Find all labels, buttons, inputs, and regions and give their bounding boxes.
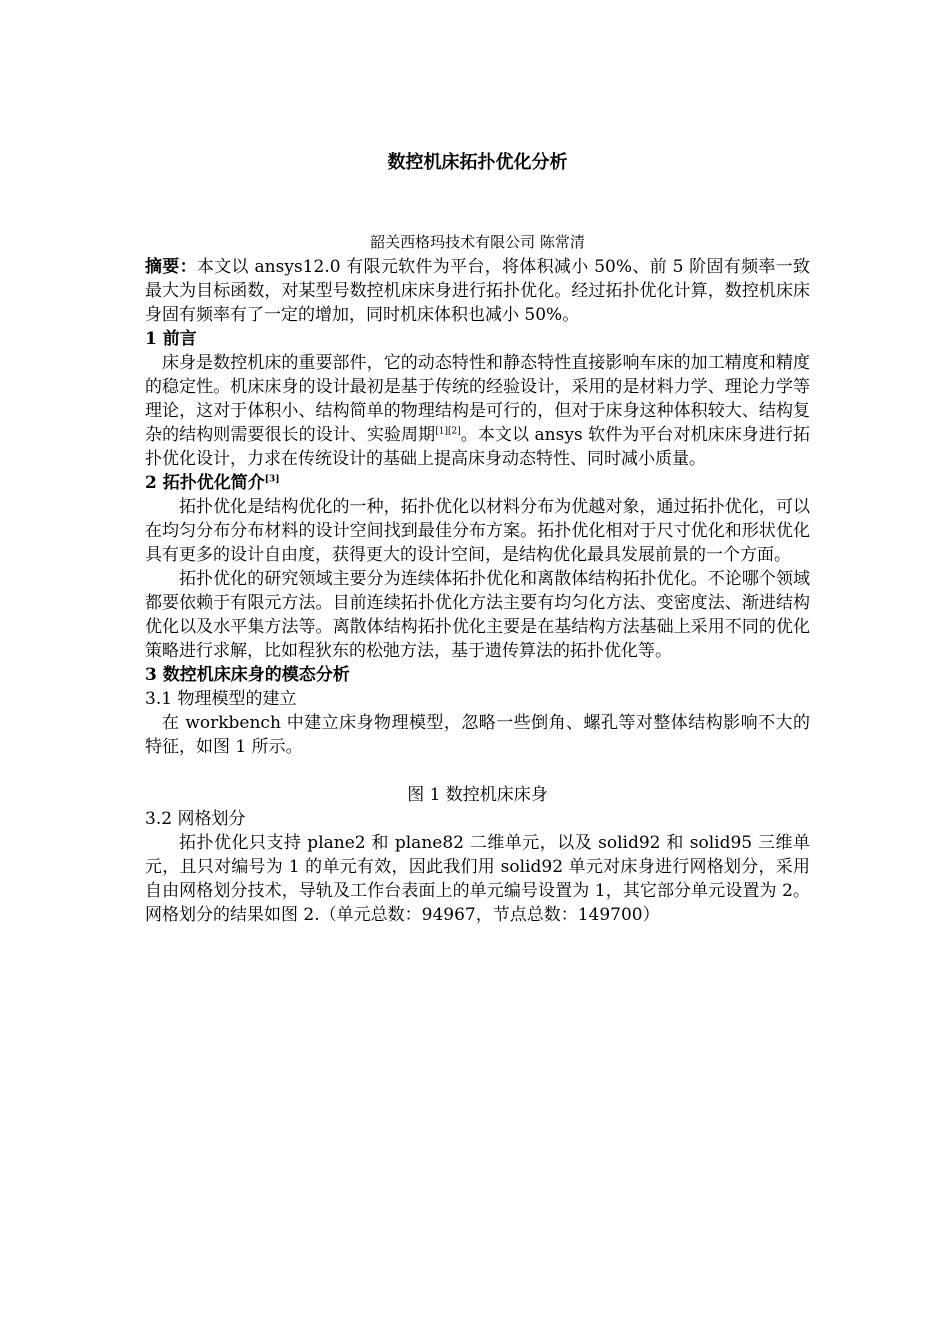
section-2-paragraph-2: 拓扑优化的研究领域主要分为连续体拓扑优化和离散体结构拓扑优化。不论哪个领域都要依赖于有限元方法。目前连续拓扑优化方法主要有均匀化方法、变密度法、渐进结构优化以及水平集方法等。离散体结构拓扑优化主要是在基结构方法基础上采用不同的优化策略进行求解，比如程狄东的松弛方法，基于遗传算法的拓扑优化等。 [145, 569, 810, 661]
subsection-3-2-paragraph: 拓扑优化只支持 plane2 和 plane82 二维单元，以及 solid92 和 solid95 三维单元，且只对编号为 1 的单元有效，因此我们用 solid92 单元对床身进行网格划分，采用自由网格划分技术，导轨及工作台表面上的单元编号设置为 1，其它部分单元设置为 2。网格划分的结果如图 2.（单元总数：94967，节点总数：149700） [145, 833, 810, 925]
section-1-paragraph [145, 351, 810, 471]
section-3-heading: 3 数控机床床身的模态分析 [145, 665, 350, 685]
section-2-paragraph-1: 拓扑优化是结构优化的一种，拓扑优化以材料分布为优越对象，通过拓扑优化，可以在均匀分布分布材料的设计空间找到最佳分布方案。拓扑优化相对于尺寸优化和形状优化具有更多的设计自由度，获得更大的设计空间，是结构优化最具发展前景的一个方面。 [145, 497, 810, 565]
abstract-text: 本文以 ansys12.0 有限元软件为平台，将体积减小 50%、前 5 阶固有频率一致最大为目标函数，对某型号数控机床床身进行拓扑优化。经过拓扑优化计算，数控机床床身固有频率有了一定的增加，同时机床体积也减小 50%。 [145, 257, 811, 325]
subsection-3-1-paragraph: 在 workbench 中建立床身物理模型，忽略一些倒角、螺孔等对整体结构影响不大的特征，如图 1 所示。 [145, 713, 810, 757]
section-2-heading-text: 2 拓扑优化简介 [145, 473, 265, 493]
subsection-3-1-heading: 3.1 物理模型的建立 [145, 689, 297, 709]
section-1-text: 床身是数控机床的重要部件，它的动态特性和静态特性直接影响车床的加工精度和精度的稳定性。机床床身的设计最初是基于传统的经验设计，采用的是材料力学、理论力学等理论，这对于体积小、结构简单的物理结构是可行的，但对于床身这种体积较大、结构复杂的结构则需要很长的设计、实验周期 [145, 353, 810, 445]
paper-title: 数控机床拓扑优化分析 [387, 152, 568, 173]
section-1-text-end: 。本文以 ansys 软件为平台对机床床身进行拓扑优化设计，力求在传统设计的基础上提高床身动态特性、同时减小质量。 [145, 425, 810, 469]
figure-1-caption: 图 1 数控机床床身 [407, 785, 548, 805]
section-2-heading [145, 471, 810, 495]
document-page [145, 150, 810, 927]
citation-3: [3] [264, 474, 280, 485]
abstract-label: 摘要： [145, 257, 197, 277]
citation-1-2: [1][2] [435, 426, 461, 437]
author-line: 韶关西格玛技术有限公司 陈常清 [370, 233, 585, 251]
subsection-3-2-heading: 3.2 网格划分 [145, 809, 246, 829]
abstract [145, 255, 810, 327]
section-1-heading: 1 前言 [145, 329, 197, 349]
